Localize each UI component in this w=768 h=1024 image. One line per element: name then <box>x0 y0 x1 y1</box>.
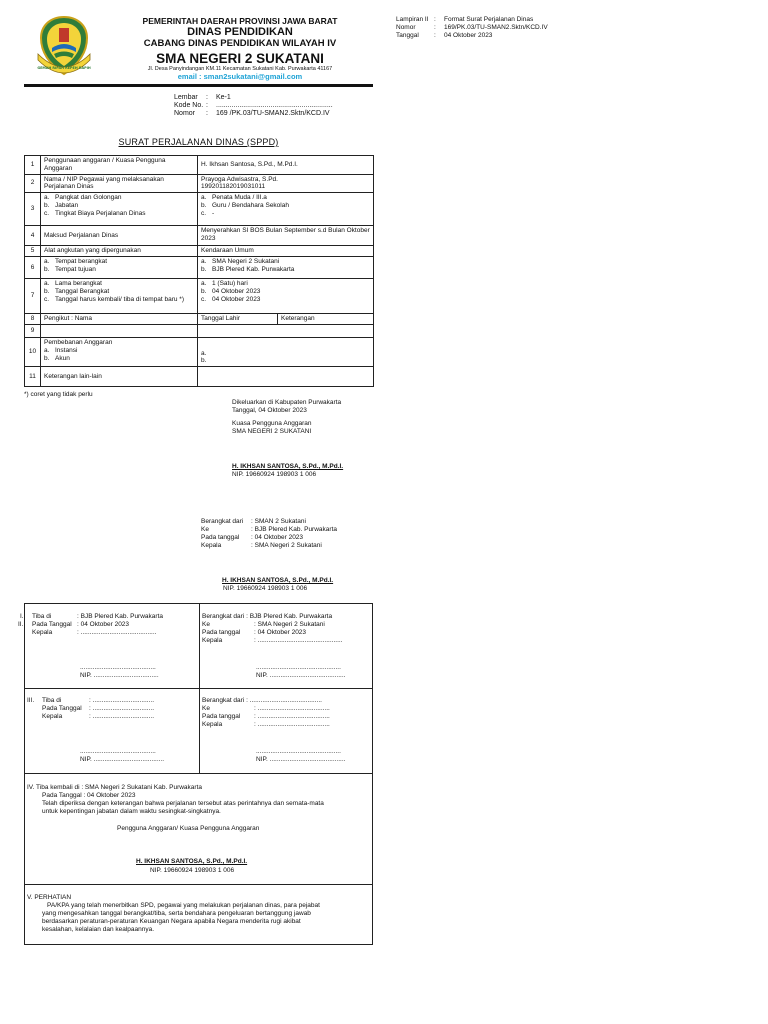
school-email: email : sman2sukatani@gmail.com <box>177 72 303 81</box>
table-row: 4 Maksud Perjalanan Dinas Menyerahkan SI BOS Bulan September s.d Bulan Oktober 2023 <box>25 226 374 246</box>
table-row: 11 Keterangan lain-lain <box>25 367 374 387</box>
section-1-2: I. II. Tiba di : BJB Plered Kab. Purwakarta Pada Tanggal : 04 Oktober 2023 Kepala : .......................................... .......................................... NIP. .................................... Berangkat dari : BJB Plered Kab. Purwakarta Ke : SMA Negeri 2 Sukatani Pada tanggal : 04 Oktober 2023 Kepala : ............................................... ............................................... NIP. .......................................... <box>24 603 373 689</box>
letterhead-line1: PEMERINTAH DAERAH PROVINSI JAWA BARAT <box>142 16 338 26</box>
letterhead-divider <box>24 84 373 87</box>
school-address: Jl. Desa Panyindangan KM.11 Kecamatan Sukatani Kab. Purwakarta 41167 <box>147 66 333 72</box>
footnote: *) coret yang tidak perlu <box>24 391 93 398</box>
table-row: 8 Pengikut : Nama Tanggal Lahir Keterangan <box>25 314 374 325</box>
table-row: 5 Alat angkutan yang dipergunakan Kendaraan Umum <box>25 246 374 257</box>
table-row: 10 Pembebanan Anggaran a. Instansi b. Akun a. b. <box>25 338 374 367</box>
departure-block: Berangkat dari : SMAN 2 Sukatani Ke : BJB Plered Kab. Purwakarta Pada tanggal : 04 Oktober 2023 Kepala : SMA Negeri 2 Sukatani <box>201 518 337 549</box>
table-row: 3 a. Pangkat dan Golongan b. Jabatan c. Tingkat Biaya Perjalanan Dinas a. Penata Muda / III.a b. Guru / Bendahara Sekolah c. - <box>25 193 374 226</box>
departure-signature: H. IKHSAN SANTOSA, S.Pd., M.Pd.I. NIP. 19660924 198903 1 006 <box>222 577 334 592</box>
lampiran-block: Lampiran II : Format Surat Perjalanan Dinas Nomor : 169/PK.03/TU-SMAN2.Sktn/KCD.IV Tanggal : 04 Oktober 2023 <box>396 16 548 39</box>
letterhead-line2: DINAS PENDIDIKAN <box>187 26 293 38</box>
table-row: 9 <box>25 325 374 338</box>
school-name: SMA NEGERI 2 SUKATANI <box>156 51 324 66</box>
issued-signature: H. IKHSAN SANTOSA, S.Pd., M.Pd.I. NIP. 19660924 198903 1 006 <box>232 463 344 478</box>
section-4: IV. Tiba kembali di : SMA Negeri 2 Sukatani Kab. Purwakarta Pada Tanggal : 04 Oktober 2023 Telah diperiksa dengan keterangan bahwa perjalanan tersebut atas perintahnya dan semata-mata untuk kepentingan jabatan dalam waktu sesingkat-singkatnya. Pengguna Anggaran/ Kuasa Pengguna Anggaran H. IKHSAN SANTOSA, S.Pd., M.Pd.I. NIP. 19660924 198903 1 006 <box>24 773 373 885</box>
table-row: 7 a. Lama berangkat b. Tanggal Berangkat c. Tanggal harus kembali/ tiba di tempat baru *) a. 1 (Satu) hari b. 04 Oktober 2023 c. 04 Oktober 2023 <box>25 279 374 314</box>
section-5: V. PERHATIAN PA/KPA yang telah menerbitkan SPD, pegawai yang melakukan perjalanan dinas, para pejabat yang mengesahkan tanggal berangkat/tiba, serta bendahara pengeluaran bertanggung jawab berdasarkan peraturan-peraturan Keuangan Negara apabila Negara menderita rugi akibat kesalahan, kelalaian dan kealpaannya. <box>24 884 373 945</box>
svg-text:GEMAH RIPAH REPEH RAPIH: GEMAH RIPAH REPEH RAPIH <box>37 66 91 70</box>
letterhead-line3: CABANG DINAS PENDIDIKAN WILAYAH IV <box>143 38 337 49</box>
lembar-block: Lembar : Ke-1 Kode No. : ............................................................ Nomor : 169 /PK.03/TU-SMAN2.Sktn/KCD.IV <box>174 94 333 117</box>
table-row: 6 a. Tempat berangkat b. Tempat tujuan a. SMA Negeri 2 Sukatani b. BJB Plered Kab. Purwakarta <box>25 257 374 279</box>
section-3: III. Tiba di : .................................. Pada Tanggal : .................................. Kepala : .................................. .......................................... NIP. ....................................... Berangkat dari : ........................................ Ke : ........................................ Pada tanggal : ........................................ Kepala : ........................................ ............................................... NIP. .......................................... <box>24 688 373 774</box>
table-row: 1 Penggunaan anggaran / Kuasa Pengguna Anggaran H. Ikhsan Santosa, S.Pd., M.Pd.I. <box>25 156 374 175</box>
table-row: 2 Nama / NIP Pegawai yang melaksanakan Perjalanan Dinas Prayoga Adwisastra, S.Pd. 199201182019031011 <box>25 174 374 193</box>
school-logo <box>32 14 96 78</box>
issued-block: Dikeluarkan di Kabupaten Purwakarta Tanggal, 04 Oktober 2023 Kuasa Pengguna Anggaran SMA NEGERI 2 SUKATANI <box>232 399 342 435</box>
sppd-table <box>24 155 374 387</box>
document-title: SURAT PERJALANAN DINAS (SPPD) <box>118 137 279 147</box>
